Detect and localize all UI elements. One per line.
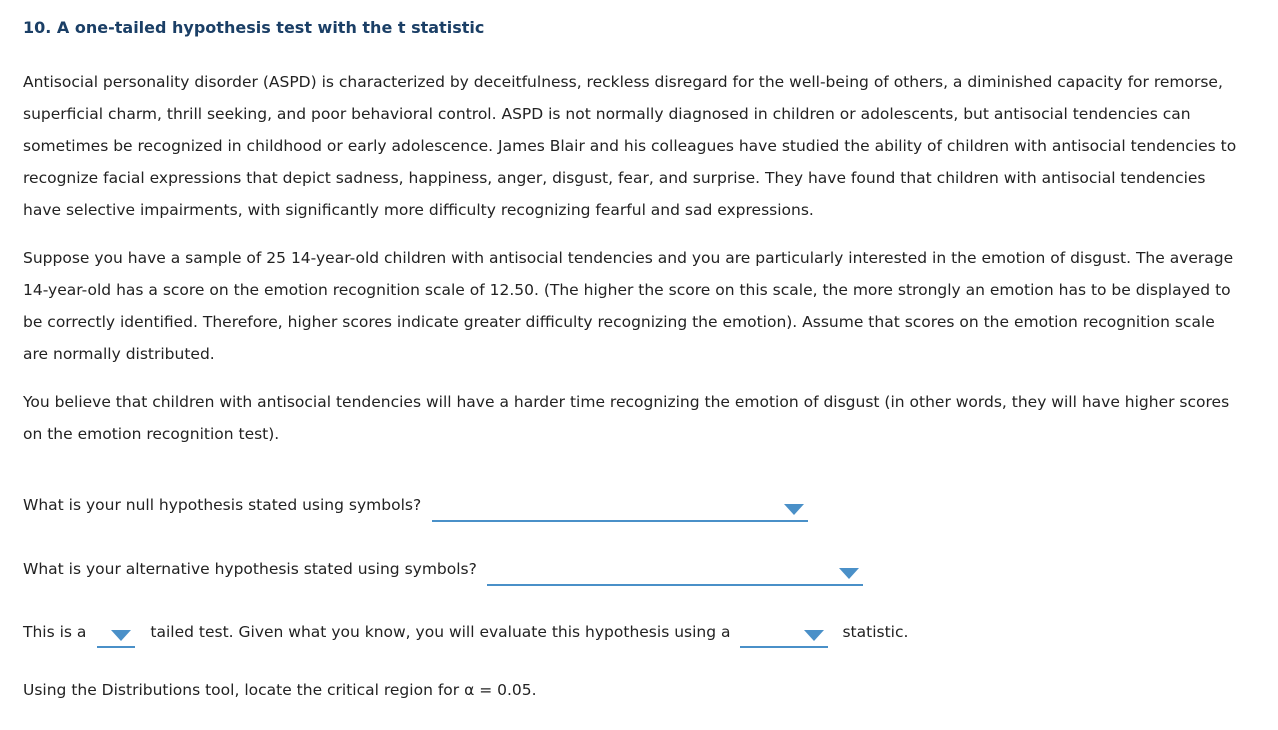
tail-prefix-text: This is a (23, 623, 87, 641)
chevron-down-icon (111, 630, 131, 641)
alt-hypothesis-row (23, 552, 863, 586)
null-hypothesis-dropdown[interactable] (432, 498, 808, 522)
belief-paragraph: You believe that children with antisocial tendencies will have a harder time recognizing the emotion of disgust (in other words, they will have higher scores on the emotion recognition test). (23, 393, 1230, 443)
chevron-down-icon (804, 630, 824, 641)
question-title: 10. A one-tailed hypothesis test with the t statistic (23, 18, 485, 37)
alpha-value: = 0.05. (479, 681, 537, 699)
distribution-instruction-row (23, 680, 537, 700)
tail-statistic-row (23, 616, 908, 648)
null-hypothesis-prompt: What is your null hypothesis stated using symbols? (23, 496, 422, 514)
distribution-prefix-text: Using the Distributions tool, locate the critical region for (23, 681, 460, 699)
alt-hypothesis-dropdown[interactable] (487, 562, 863, 586)
chevron-down-icon (839, 568, 859, 579)
intro-paragraph: Antisocial personality disorder (ASPD) is characterized by deceitfulness, reckless disregard for the well-being of others, a diminished capacity for remorse, superficial charm, thrill seeking, and poor behavioral control. ASPD is not normally diagnosed in children or adolescents, but antisocial tendencies can sometimes be recognized in childhood or early adolescence. James Blair and his colleagues have studied the ability of children with antisocial tendencies to recognize facial expressions that depict sadness, happiness, anger, disgust, fear, and surprise. They have found that children with antisocial tendencies have selective impairments, with significantly more difficulty recognizing fearful and sad expressions. (23, 73, 1237, 219)
statistic-suffix-text: statistic. (842, 623, 909, 641)
chevron-down-icon (784, 504, 804, 515)
statistic-type-dropdown[interactable] (740, 624, 828, 648)
tail-type-dropdown[interactable] (97, 624, 135, 648)
null-hypothesis-row (23, 488, 808, 522)
tail-middle-text: tailed test. Given what you know, you will evaluate this hypothesis using a (150, 623, 731, 641)
scenario-paragraph: Suppose you have a sample of 25 14-year-old children with antisocial tendencies and you are particularly interested in the emotion of disgust. The average 14-year-old has a score on the emotion recognition scale of 12.50. (The higher the score on this scale, the more strongly an emotion has to be displayed to be correctly identified. Therefore, higher scores indicate greater difficulty recognizing the emotion). Assume that scores on the emotion recognition scale are normally distributed. (23, 249, 1234, 363)
alpha-symbol: α (464, 681, 475, 699)
alt-hypothesis-prompt: What is your alternative hypothesis stated using symbols? (23, 560, 477, 578)
